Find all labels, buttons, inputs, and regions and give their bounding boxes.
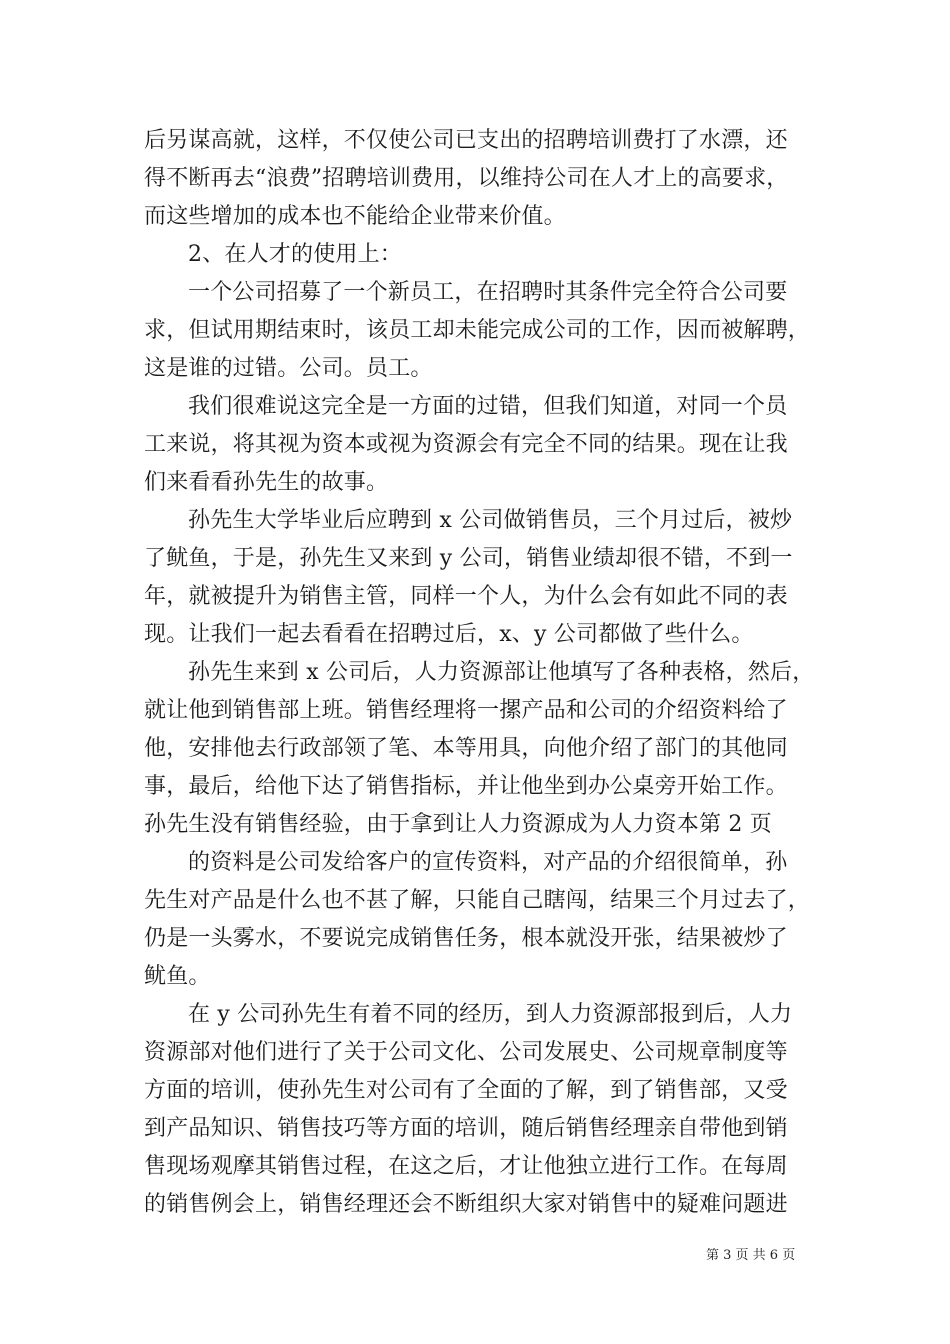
text-line: 仍是一头雾水，不要说完成销售任务，根本就没开张，结果被炒了 bbox=[144, 926, 788, 951]
text-line: 资源部对他们进行了关于公司文化、公司发展史、公司规章制度等 bbox=[144, 1040, 788, 1065]
text-line: 这是谁的过错。公司。员工。 bbox=[144, 356, 433, 381]
text-line: 先生对产品是什么也不甚了解，只能自己瞎闯，结果三个月过去了， bbox=[144, 888, 811, 913]
text-line: 就让他到销售部上班。销售经理将一摞产品和公司的介绍资料给了 bbox=[144, 698, 788, 723]
text-line: 他，安排他去行政部领了笔、本等用具，向他介绍了部门的其他同 bbox=[144, 736, 788, 761]
text-line: 方面的培训，使孙先生对公司有了全面的了解，到了销售部，又受 bbox=[144, 1078, 788, 1103]
text-line: 工来说，将其视为资本或视为资源会有完全不同的结果。现在让我 bbox=[144, 432, 788, 457]
text-line: 孙先生来到 x 公司后，人力资源部让他填写了各种表格，然后， bbox=[188, 660, 815, 685]
text-line: 到产品知识、销售技巧等方面的培训，随后销售经理亲自带他到销 bbox=[144, 1116, 788, 1141]
text-line: 现。让我们一起去看看在招聘过后，x、y 公司都做了些什么。 bbox=[144, 622, 754, 647]
text-line: 在 y 公司孙先生有着不同的经历，到人力资源部报到后，人力 bbox=[188, 1002, 793, 1027]
text-line: 的资料是公司发给客户的宣传资料，对产品的介绍很简单，孙 bbox=[188, 850, 788, 875]
text-line: 年，就被提升为销售主管，同样一个人，为什么会有如此不同的表 bbox=[144, 584, 788, 609]
text-line: 的销售例会上，销售经理还会不断组织大家对销售中的疑难问题进 bbox=[144, 1192, 788, 1217]
text-line: 鱿鱼。 bbox=[144, 964, 211, 989]
text-line: 售现场观摩其销售过程，在这之后，才让他独立进行工作。在每周 bbox=[144, 1154, 788, 1179]
page-number-footer: 第 3 页 共 6 页 bbox=[706, 1248, 796, 1263]
section-heading: 2、在人才的使用上： bbox=[188, 242, 402, 267]
body-text bbox=[144, 122, 820, 1224]
text-line: 孙先生大学毕业后应聘到 x 公司做销售员，三个月过后，被炒 bbox=[188, 508, 793, 533]
text-line: 事，最后，给他下达了销售指标，并让他坐到办公桌旁开始工作。 bbox=[144, 774, 788, 799]
text-line: 后另谋高就，这样，不仅使公司已支出的招聘培训费打了水漂，还 bbox=[144, 128, 788, 153]
text-line: 一个公司招募了一个新员工，在招聘时其条件完全符合公司要 bbox=[188, 280, 788, 305]
text-line: 了鱿鱼，于是，孙先生又来到 y 公司，销售业绩却很不错，不到一 bbox=[144, 546, 793, 571]
text-line: 得不断再去“浪费”招聘培训费用，以维持公司在人才上的高要求， bbox=[144, 166, 789, 191]
text-line: 我们很难说这完全是一方面的过错，但我们知道，对同一个员 bbox=[188, 394, 788, 419]
text-line: 孙先生没有销售经验，由于拿到让人力资源成为人力资本第 2 页 bbox=[144, 812, 772, 837]
text-line: 们来看看孙先生的故事。 bbox=[144, 470, 389, 495]
text-line: 而这些增加的成本也不能给企业带来价值。 bbox=[144, 204, 566, 229]
text-line: 求，但试用期结束时，该员工却未能完成公司的工作，因而被解聘， bbox=[144, 318, 811, 343]
